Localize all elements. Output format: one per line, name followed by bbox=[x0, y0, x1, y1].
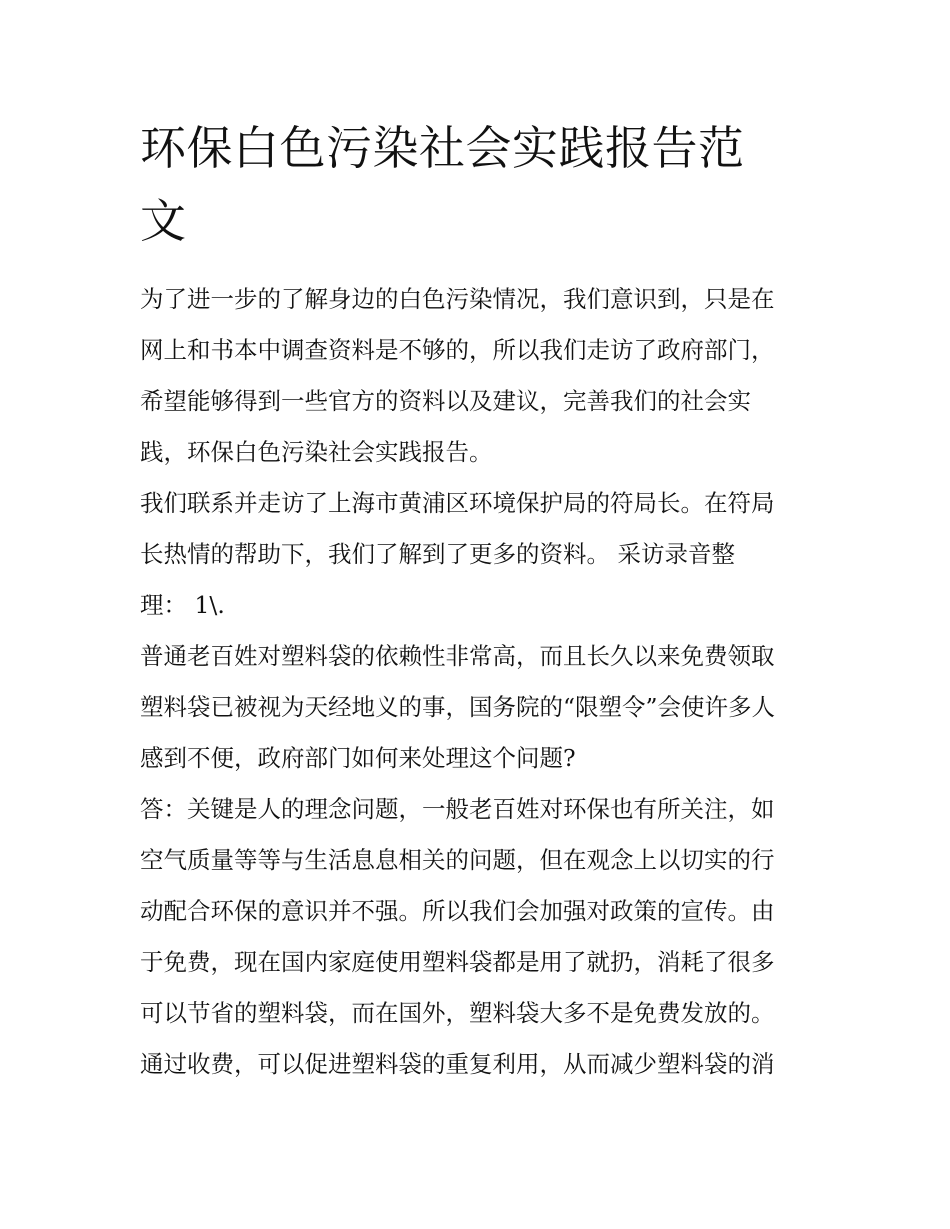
paragraph-answer: 答：关键是人的理念问题，一般老百姓对环保也有所关注，如 空气质量等等与生活息息相关的问题，但在观念上以切实的行 动配合环保的意识并不强。所以我们会加强对政策的宣传。由 于免费，现在国内家庭使用塑料袋都是用了就扔，消耗了很多 可以节省的塑料袋，而在国外，塑料袋大多不是免费发放的。 通过收费，可以促进塑料袋的重复利用，从而减少塑料袋的消 bbox=[140, 795, 775, 1078]
title-spacer bbox=[140, 258, 815, 274]
paragraph-question: 普通老百姓对塑料袋的依赖性非常高，而且长久以来免费领取 塑料袋已被视为天经地义的事，国务院的“限塑令”会使许多人 感到不便，政府部门如何来处理这个问题? bbox=[140, 642, 776, 772]
document-body bbox=[140, 112, 815, 1090]
paragraph-intro: 为了进一步的了解身边的白色污染情况，我们意识到，只是在 网上和书本中调查资料是不够的，所以我们走访了政府部门， 希望能够得到一些官方的资料以及建议，完善我们的社会实 践，环保白色污染社会实践报告。 bbox=[140, 285, 775, 466]
paragraph-visit: 我们联系并走访了上海市黄浦区环境保护局的符局长。在符局 长热情的帮助下，我们了解到了更多的资料。 采访录音整 理： 1\. bbox=[140, 489, 775, 619]
document-title: 环保白色污染社会实践报告范 文 bbox=[140, 121, 745, 248]
